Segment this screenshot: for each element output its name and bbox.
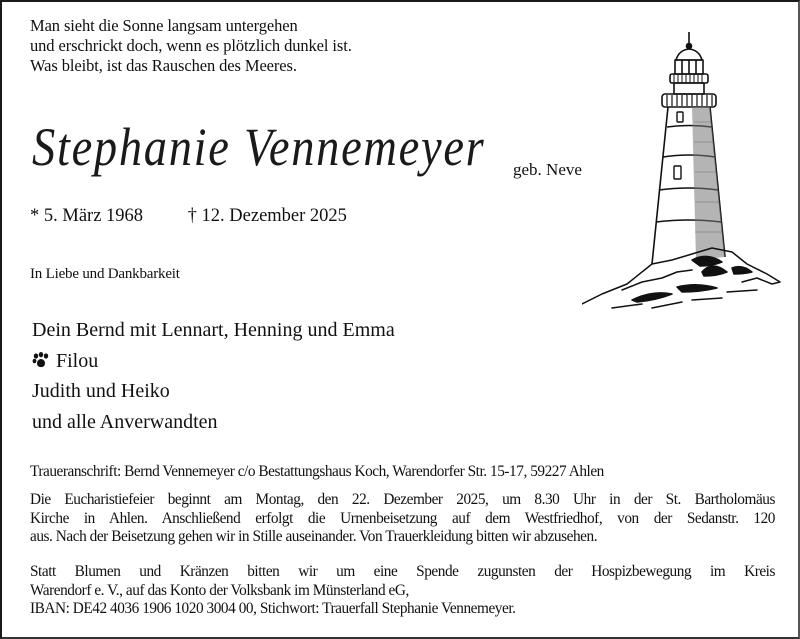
poem-line: Man sieht die Sonne langsam untergehen — [30, 16, 298, 35]
paw-icon — [32, 352, 50, 368]
mourners-list — [32, 315, 395, 437]
service-info — [30, 491, 775, 547]
mourner: Judith und Heiko — [32, 380, 170, 402]
donation-line: Warendorf e. V., auf das Konto der Volksbank im Münsterland eG, — [30, 581, 409, 599]
mourner: Dein Bernd mit Lennart, Henning und Emma — [32, 319, 395, 341]
mourner: und alle Anverwandten — [32, 410, 218, 433]
service-line: Kirche in Ahlen. Anschließend erfolgt die Urnenbeisetzung auf dem Westfriedhof, von der Sedanstr. 120 — [30, 509, 775, 527]
pet-name: Filou — [56, 349, 99, 372]
life-dates — [30, 206, 347, 227]
death-date: † 12. Dezember 2025 — [187, 206, 347, 226]
mourner-pet — [32, 346, 395, 377]
poem-line: Was bleibt, ist das Rauschen des Meeres. — [30, 56, 297, 75]
maiden-name: geb. Neve — [513, 160, 582, 179]
donation-info — [30, 563, 775, 619]
mourning-address: Traueranschrift: Bernd Vennemeyer c/o Bestattungshaus Koch, Warendorfer Str. 15-17, 59227 Ahlen — [30, 463, 604, 480]
birth-date: * 5. März 1968 — [30, 206, 144, 226]
service-line: aus. Nach der Beisetzung gehen wir in Stille auseinander. Von Trauerkleidung bitten wir abzusehen. — [30, 528, 598, 545]
service-line: Die Eucharistiefeier beginnt am Montag, den 22. Dezember 2025, um 8.30 Uhr in der St. Bartholomäus — [30, 491, 775, 508]
thanks-line: In Liebe und Dankbarkeit — [30, 266, 180, 282]
lighthouse-illustration — [582, 32, 797, 312]
donation-line: Statt Blumen und Kränzen bitten wir um eine Spende zugunsten der Hospizbewegung im Kreis — [30, 563, 775, 580]
poem — [30, 16, 352, 76]
deceased-name — [32, 112, 485, 182]
donation-line: IBAN: DE42 4036 1906 1020 3004 00, Stichwort: Trauerfall Stephanie Vennemeyer. — [30, 600, 516, 617]
deceased-name-text: Stephanie Vennemeyer — [32, 117, 486, 177]
poem-line: und erschrickt doch, wenn es plötzlich dunkel ist. — [30, 36, 352, 55]
